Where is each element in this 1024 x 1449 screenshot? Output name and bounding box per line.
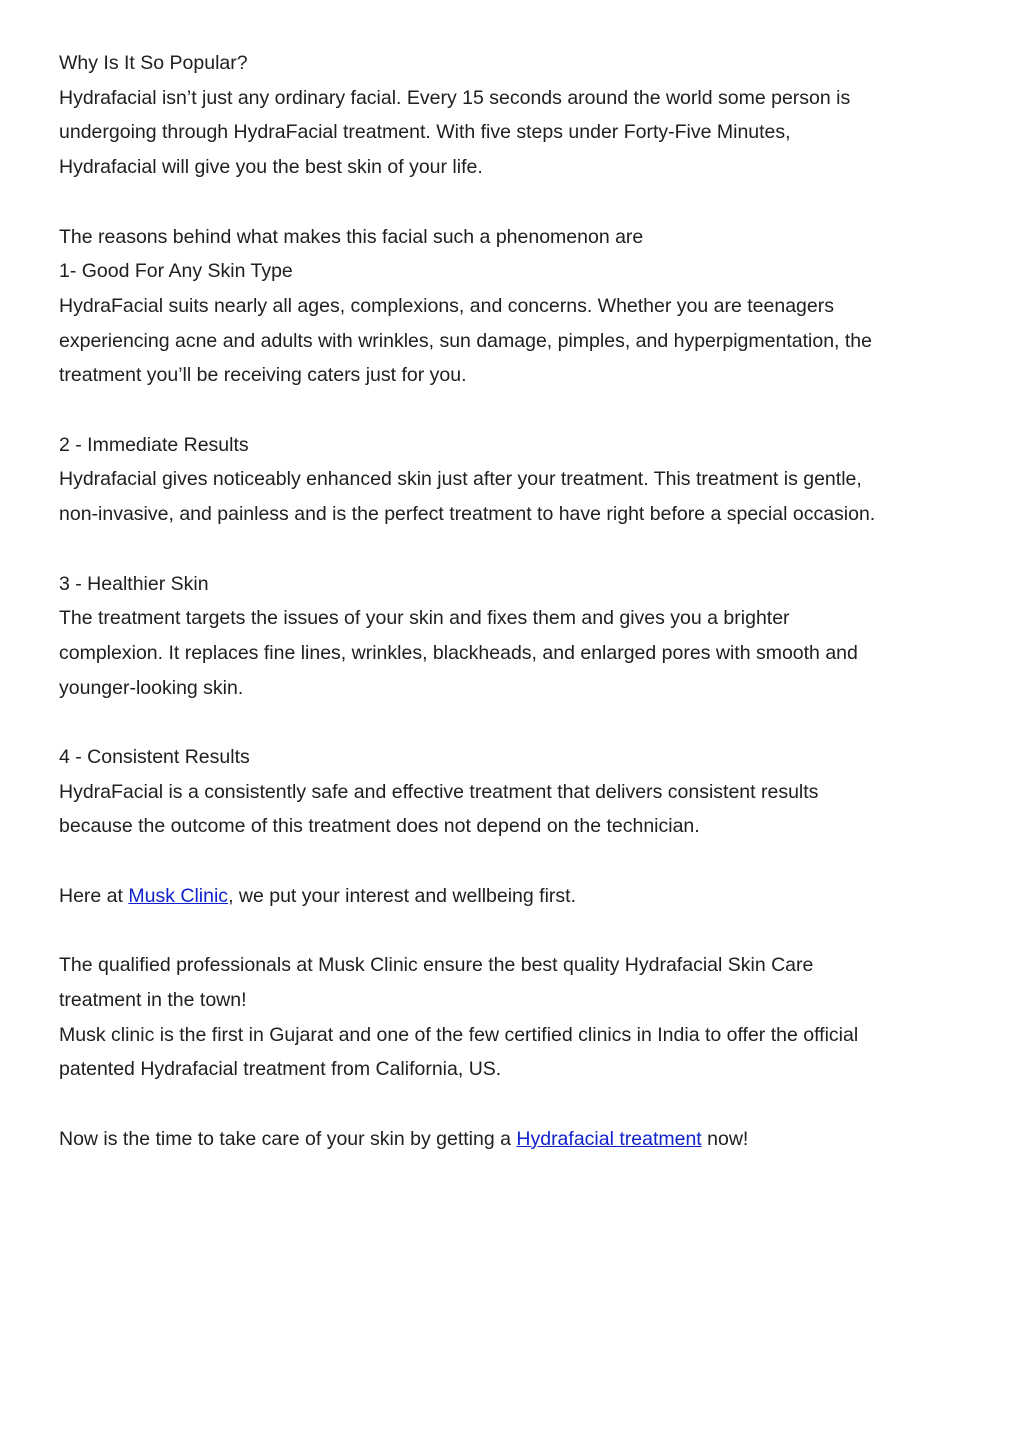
paragraph-gap — [59, 185, 989, 220]
section-heading-popular: Why Is It So Popular? — [59, 52, 248, 74]
reason-4-line-1: HydraFacial is a consistently safe and effective treatment that delivers consistent results — [59, 780, 819, 803]
reason-3-line-2: complexion. It replaces fine lines, wrinkles, blackheads, and enlarged pores with smooth and — [59, 641, 858, 664]
reason-3-line-3: younger-looking skin. — [59, 676, 244, 699]
paragraph-gap — [59, 393, 989, 428]
intro-line-1: Hydrafacial isn’t just any ordinary facial. Every 15 seconds around the world some person is — [59, 86, 851, 109]
clinic-line — [59, 879, 989, 914]
qualified-line-2: treatment in the town! — [59, 988, 247, 1011]
hydrafacial-treatment-link[interactable]: Hydrafacial treatment — [516, 1127, 702, 1150]
paragraph-gap — [59, 914, 989, 949]
paragraph-gap — [59, 532, 989, 567]
reason-4-title: 4 - Consistent Results — [59, 746, 250, 768]
paragraph-gap — [59, 844, 989, 879]
reason-1-line-1: HydraFacial suits nearly all ages, complexions, and concerns. Whether you are teenagers — [59, 294, 834, 317]
reasons-intro: The reasons behind what makes this facial such a phenomenon are — [59, 225, 644, 248]
reason-1-line-2: experiencing acne and adults with wrinkles, sun damage, pimples, and hyperpigmentation, the — [59, 329, 872, 352]
reason-3-line-1: The treatment targets the issues of your skin and fixes them and gives you a brighter — [59, 607, 790, 630]
reason-4-line-2: because the outcome of this treatment does not depend on the technician. — [59, 815, 700, 838]
reason-3-title: 3 - Healthier Skin — [59, 572, 209, 595]
closing-line — [59, 1122, 989, 1157]
paragraph-gap — [59, 1087, 989, 1122]
intro-line-3: Hydrafacial will give you the best skin of your life. — [59, 156, 483, 179]
qualified-line-1: The qualified professionals at Musk Clinic ensure the best quality Hydrafacial Skin Care — [59, 954, 814, 977]
document-body — [59, 46, 989, 1156]
reason-2-line-2: non-invasive, and painless and is the perfect treatment to have right before a special occasion. — [59, 503, 876, 526]
clinic-line-after: , we put your interest and wellbeing first. — [228, 884, 576, 907]
paragraph-gap — [59, 705, 989, 740]
reason-1-line-3: treatment you’ll be receiving caters just for you. — [59, 364, 467, 387]
intro-line-2: undergoing through HydraFacial treatment. With five steps under Forty-Five Minutes, — [59, 121, 791, 144]
qualified-line-3: Musk clinic is the first in Gujarat and one of the few certified clinics in India to offer the official — [59, 1023, 859, 1046]
closing-line-before: Now is the time to take care of your skin by getting a — [59, 1127, 517, 1150]
musk-clinic-link[interactable]: Musk Clinic — [128, 884, 229, 907]
reason-2-line-1: Hydrafacial gives noticeably enhanced skin just after your treatment. This treatment is gentle, — [59, 468, 862, 491]
clinic-line-before: Here at — [59, 884, 129, 907]
reason-1-title: 1- Good For Any Skin Type — [59, 260, 293, 283]
closing-line-after: now! — [701, 1127, 749, 1150]
reason-2-title: 2 - Immediate Results — [59, 433, 249, 456]
qualified-line-4: patented Hydrafacial treatment from California, US. — [59, 1058, 502, 1081]
